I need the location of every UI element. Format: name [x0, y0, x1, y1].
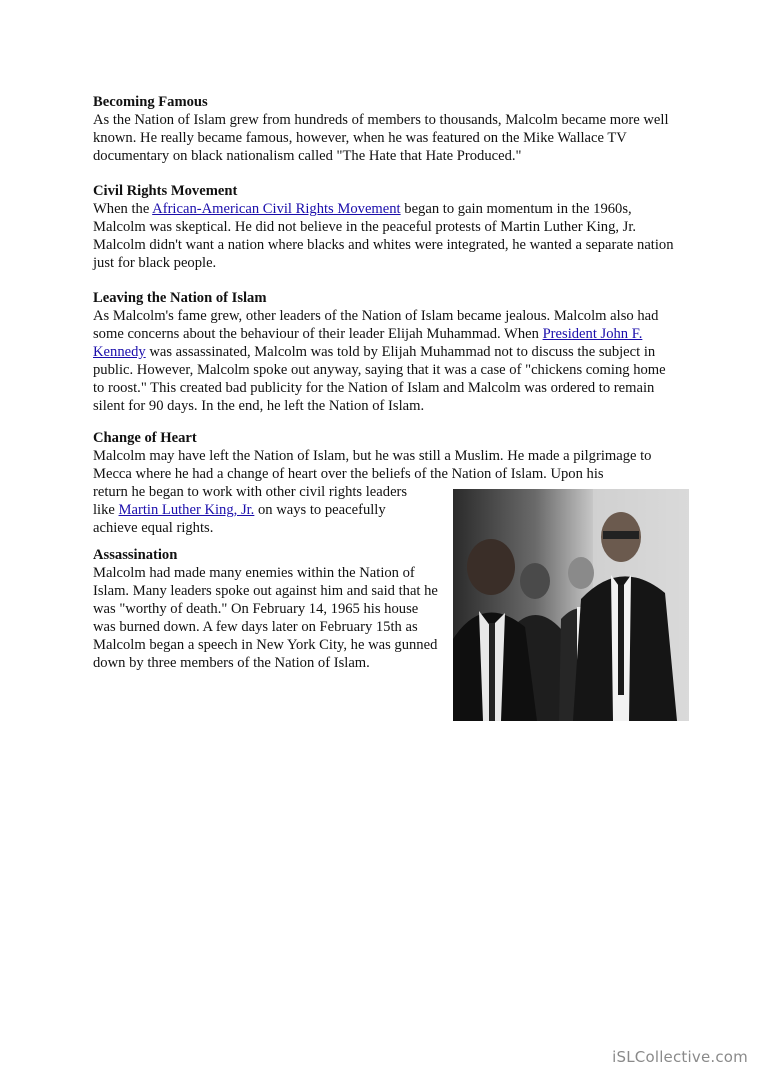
paragraph-assassination: Malcolm had made many enemies within the Nation of Islam. Many leaders spoke out against him and said that he was "worthy of death." On February 14, 1965 his house was burned down. A few days later on February 15th as Malcolm began a speech in New York City, he was gunned down by three members of the Nation of Islam. — [93, 565, 438, 671]
photo-illustration — [453, 489, 689, 721]
section-assassination — [93, 546, 443, 672]
section-civil-rights — [93, 182, 678, 272]
change-line-return: return he began to work with other civil rights leaders — [93, 484, 408, 500]
islcollective-watermark: iSLCollective.com — [612, 1048, 748, 1066]
change-line-last: achieve equal rights. — [93, 520, 214, 536]
civil-rights-text-after: began to gain momentum in the 1960s, Malcolm was skeptical. He did not believe in the peaceful protests of Martin Luther King, Jr. Malcolm didn't want a nation where blacks and whites were integrated, he wanted a separate nation just for black people. — [93, 201, 674, 271]
heading-change-of-heart: Change of Heart — [93, 430, 197, 446]
heading-becoming-famous: Becoming Famous — [93, 94, 208, 110]
leaving-text-after: was assassinated, Malcolm was told by Elijah Muhammad not to discuss the subject in public. However, Malcolm spoke out anyway, saying that it was a case of "chickens coming home to roost." This created bad publicity for the Nation of Islam and Malcolm was ordered to remain silent for 90 days. In the end, he left the Nation of Islam. — [93, 344, 666, 414]
section-leaving-nation — [93, 289, 678, 415]
paragraph-becoming-famous: As the Nation of Islam grew from hundreds of members to thousands, Malcolm became more well known. He really became famous, however, when he was featured on the Mike Wallace TV documentary on black nationalism called "The Hate that Hate Produced." — [93, 112, 669, 164]
paragraph-civil-rights — [93, 200, 678, 272]
paragraph-change-of-heart: Malcolm may have left the Nation of Islam, but he was still a Muslim. He made a pilgrimage to Mecca where he had a change of heart over the beliefs of the Nation of Islam. Upon his — [93, 448, 652, 482]
leaving-text-before: As Malcolm's fame grew, other leaders of the Nation of Islam became jealous. Malcolm also had some concerns about the behaviour of their leader Elijah Muhammad. When — [93, 308, 659, 342]
change-like-text: like — [93, 502, 119, 518]
heading-assassination: Assassination — [93, 547, 178, 563]
mlk-malcolm-photo — [453, 489, 689, 721]
section-becoming-famous — [93, 93, 678, 165]
paragraph-leaving-nation — [93, 307, 678, 415]
president-kennedy-link[interactable]: President John F. Kennedy — [93, 326, 643, 360]
heading-civil-rights: Civil Rights Movement — [93, 183, 238, 199]
civil-rights-movement-link[interactable]: African-American Civil Rights Movement — [152, 201, 401, 217]
change-like-after: on ways to peacefully — [254, 502, 386, 518]
martin-luther-king-link[interactable]: Martin Luther King, Jr. — [118, 502, 255, 518]
heading-leaving-nation: Leaving the Nation of Islam — [93, 290, 267, 306]
civil-rights-text-before: When the — [93, 201, 153, 217]
